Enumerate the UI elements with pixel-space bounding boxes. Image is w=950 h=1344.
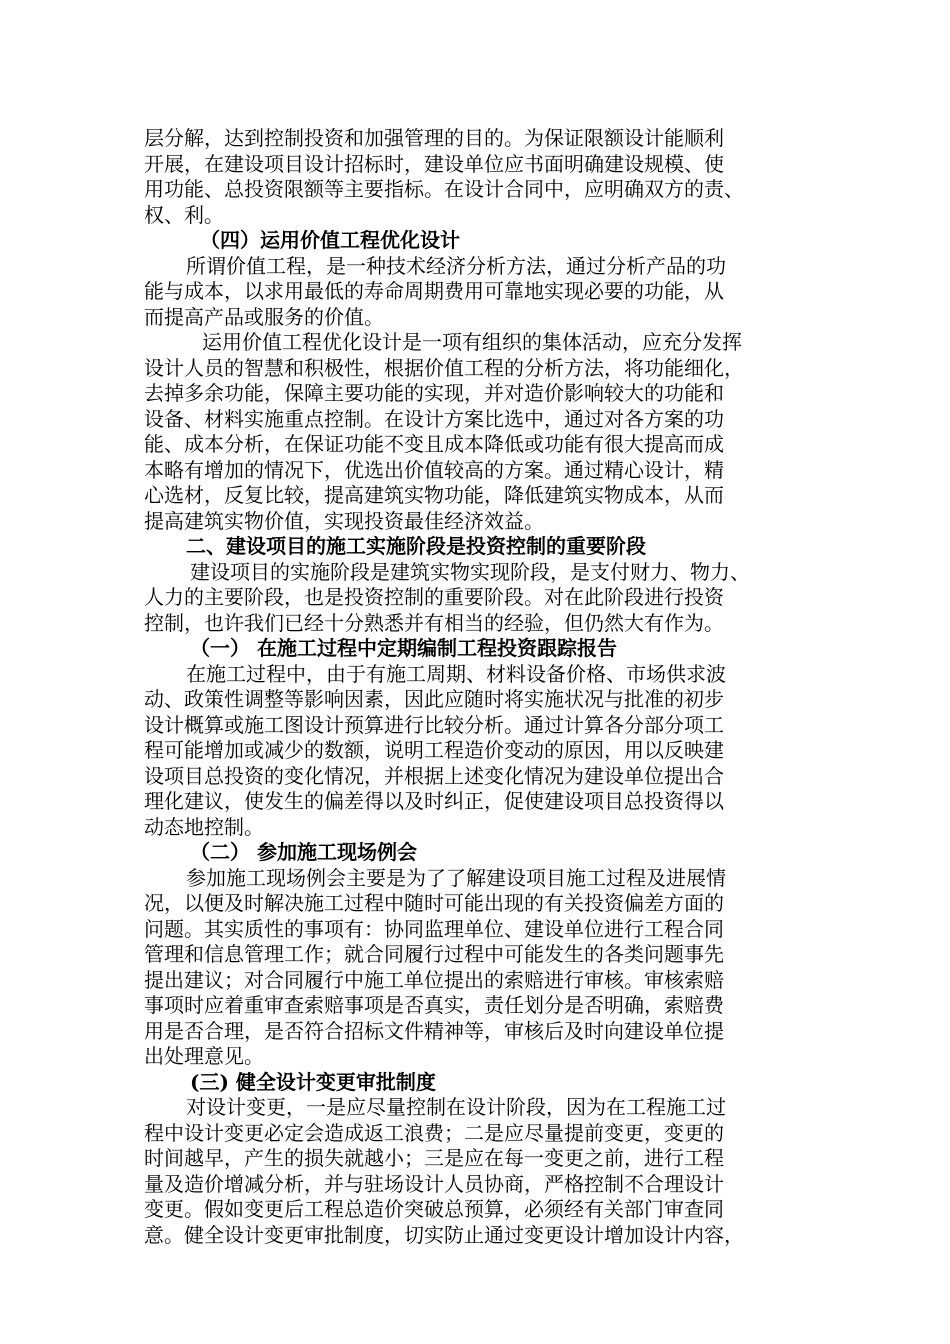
section-heading: 二、建设项目的施工实施阶段是投资控制的重要阶段 xyxy=(186,534,646,558)
paragraph-line: 心选材，反复比较，提高建筑实物功能，降低建筑实物成本，从而 xyxy=(144,483,724,507)
paragraph-line: 建设项目的实施阶段是建筑实物实现阶段，是支付财力、物力、 xyxy=(190,559,750,584)
paragraph-line: 提高建筑实物价值，实现投资最佳经济效益。 xyxy=(144,508,544,533)
paragraph-line: 去掉多余功能，保障主要功能的实现，并对造价影响较大的功能和 xyxy=(144,381,724,405)
paragraph-line: 开展，在建设项目设计招标时，建设单位应书面明确建设规模、使 xyxy=(144,151,724,176)
paragraph-line: 时间越早，产生的损失就越小；三是应在每一变更之前，进行工程 xyxy=(144,1146,724,1170)
paragraph-line: 程中设计变更必定会造成返工浪费；二是应尽量提前变更，变更的 xyxy=(144,1120,724,1145)
paragraph-line: 能与成本，以求用最低的寿命周期费用可靠地实现必要的功能，从 xyxy=(144,279,724,303)
paragraph-line: 设项目总投资的变化情况，并根据上述变化情况为建设单位提出合 xyxy=(144,763,724,788)
paragraph-line: 对设计变更，一是应尽量控制在设计阶段，因为在工程施工过 xyxy=(186,1095,726,1119)
paragraph-line: 所谓价值工程，是一种技术经济分析方法，通过分析产品的功 xyxy=(186,253,726,278)
paragraph-line: 参加施工现场例会主要是为了了解建设项目施工过程及进展情 xyxy=(186,865,726,890)
paragraph-line: 运用价值工程优化设计是一项有组织的集体活动，应充分发挥 xyxy=(202,330,742,354)
paragraph-line: 动、政策性调整等影响因素，因此应随时将实施状况与批准的初步 xyxy=(144,687,724,711)
paragraph-line: 在施工过程中，由于有施工周期、材料设备价格、市场供求波 xyxy=(186,661,726,686)
section-heading: （一） 在施工过程中定期编制工程投资跟踪报告 xyxy=(190,636,617,660)
paragraph-line: 用是否合理，是否符合招标文件精神等，审核后及时向建设单位提 xyxy=(144,1018,724,1043)
paragraph-line: 设计人员的智慧和积极性，根据价值工程的分析方法，将功能细化， xyxy=(144,355,744,380)
paragraph-line: 量及造价增减分析，并与驻场设计人员协商，严格控制不合理设计 xyxy=(144,1171,724,1196)
section-heading: (三) 健全设计变更审批制度 xyxy=(190,1069,436,1094)
paragraph-line: 能、成本分析，在保证功能不变且成本降低或功能有很大提高而成 xyxy=(144,432,724,456)
paragraph-line: 人力的主要阶段，也是投资控制的重要阶段。对在此阶段进行投资 xyxy=(144,585,724,609)
paragraph-line: 用功能、总投资限额等主要指标。在设计合同中，应明确双方的责、 xyxy=(144,177,744,201)
paragraph-line: 设备、材料实施重点控制。在设计方案比选中，通过对各方案的功 xyxy=(144,406,724,431)
paragraph-line: 问题。其实质性的事项有：协同监理单位、建设单位进行工程合同 xyxy=(144,916,724,941)
paragraph-line: 理化建议，使发生的偏差得以及时纠正，促使建设项目总投资得以 xyxy=(144,789,724,813)
paragraph-line: 设计概算或施工图设计预算进行比较分析。通过计算各分部分项工 xyxy=(144,712,724,737)
paragraph-line: 而提高产品或服务的价值。 xyxy=(144,304,384,329)
paragraph-line: 本略有增加的情况下，优选出价值较高的方案。通过精心设计，精 xyxy=(144,457,724,482)
paragraph-line: 动态地控制。 xyxy=(144,814,264,839)
paragraph-line: 控制，也许我们已经十分熟悉并有相当的经验，但仍然大有作为。 xyxy=(144,610,724,635)
paragraph-line: 意。健全设计变更审批制度，切实防止通过变更设计增加设计内容， xyxy=(144,1222,744,1247)
paragraph-line: 程可能增加或减少的数额，说明工程造价变动的原因，用以反映建 xyxy=(144,738,724,762)
section-heading: （二） 参加施工现场例会 xyxy=(190,840,417,864)
paragraph-line: 况，以便及时解决施工过程中随时可能出现的有关投资偏差方面的 xyxy=(144,891,724,915)
section-heading: （四）运用价值工程优化设计 xyxy=(200,228,460,252)
paragraph-line: 提出建议；对合同履行中施工单位提出的索赔进行审核。审核索赔 xyxy=(144,967,724,992)
paragraph-line: 管理和信息管理工作；就合同履行过程中可能发生的各类问题事先 xyxy=(144,942,724,966)
paragraph-line: 变更。假如变更后工程总造价突破总预算，必须经有关部门审查同 xyxy=(144,1197,724,1221)
paragraph-line: 权、利。 xyxy=(144,202,224,227)
paragraph-line: 出处理意见。 xyxy=(144,1044,264,1068)
paragraph-line: 事项时应着重审查索赔事项是否真实，责任划分是否明确，索赔费 xyxy=(144,993,724,1017)
paragraph-line: 层分解，达到控制投资和加强管理的目的。为保证限额设计能顺利 xyxy=(144,126,724,150)
